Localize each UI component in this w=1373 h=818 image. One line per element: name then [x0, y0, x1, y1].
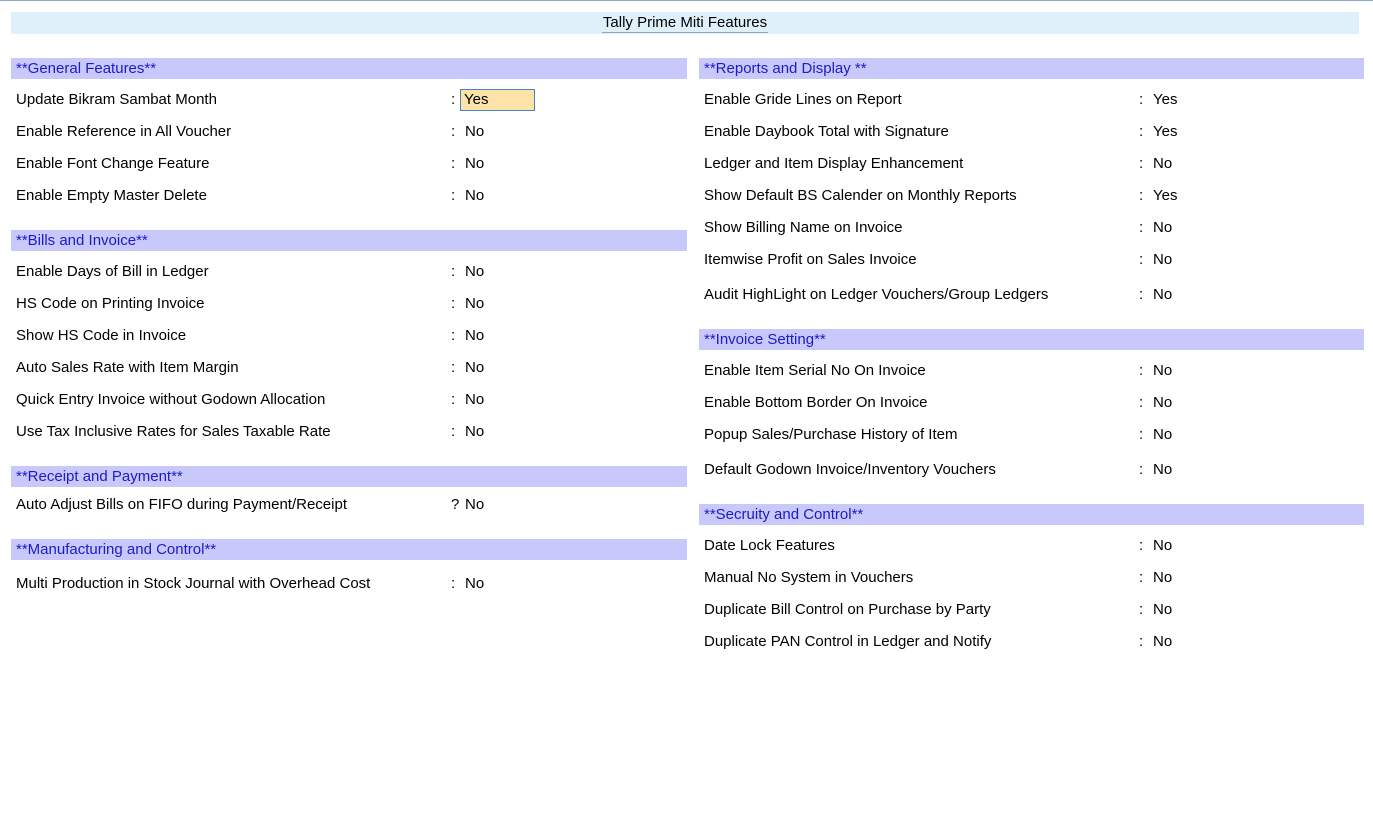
setting-label: Quick Entry Invoice without Godown Allocation: [16, 391, 326, 408]
setting-label: Date Lock Features: [704, 537, 835, 554]
setting-row-show-billing-name-on-invoice[interactable]: [704, 218, 1364, 238]
setting-separator: :: [451, 123, 456, 140]
setting-row-enable-gride-lines-on-report[interactable]: [704, 90, 1364, 110]
setting-row-enable-empty-master-delete[interactable]: [16, 186, 687, 206]
setting-value-field[interactable]: Yes: [1153, 123, 1178, 140]
setting-label: Enable Item Serial No On Invoice: [704, 362, 926, 379]
setting-row-date-lock-features[interactable]: [704, 536, 1364, 556]
setting-label: Default Godown Invoice/Inventory Vouchers: [704, 461, 996, 478]
setting-value-field[interactable]: No: [465, 263, 485, 280]
setting-label: HS Code on Printing Invoice: [16, 295, 205, 312]
setting-label: Itemwise Profit on Sales Invoice: [704, 251, 917, 268]
setting-separator: :: [1139, 461, 1144, 478]
section-header-manufacturing-and-control: **Manufacturing and Control**: [11, 539, 687, 560]
page-title-wrap: [11, 14, 1359, 31]
setting-row-default-godown-invoice-inventory-vouchers[interactable]: [704, 460, 1364, 480]
setting-label: Enable Font Change Feature: [16, 155, 210, 172]
setting-separator: :: [451, 155, 456, 172]
setting-label: Show Default BS Calender on Monthly Reports: [704, 187, 1017, 204]
setting-separator: :: [1139, 569, 1144, 586]
setting-value-field[interactable]: No: [1153, 219, 1173, 236]
setting-value-field[interactable]: No: [465, 575, 485, 592]
setting-label: Enable Bottom Border On Invoice: [704, 394, 928, 411]
setting-row-duplicate-bill-control-on-purchase-by-party[interactable]: [704, 600, 1364, 620]
setting-label: Auto Sales Rate with Item Margin: [16, 359, 239, 376]
setting-row-enable-font-change-feature[interactable]: [16, 154, 687, 174]
setting-separator: :: [451, 575, 456, 592]
setting-label: Enable Gride Lines on Report: [704, 91, 902, 108]
setting-separator: :: [451, 295, 456, 312]
setting-separator: :: [1139, 91, 1144, 108]
setting-value-field[interactable]: No: [465, 155, 485, 172]
setting-row-enable-daybook-total-with-signature[interactable]: [704, 122, 1364, 142]
setting-separator: :: [451, 187, 456, 204]
setting-label: Audit HighLight on Ledger Vouchers/Group Ledgers: [704, 286, 1049, 303]
setting-row-enable-bottom-border-on-invoice[interactable]: [704, 393, 1364, 413]
setting-row-enable-days-of-bill-in-ledger[interactable]: [16, 262, 687, 282]
setting-separator: :: [451, 423, 456, 440]
setting-separator: :: [1139, 286, 1144, 303]
setting-row-itemwise-profit-on-sales-invoice[interactable]: [704, 250, 1364, 270]
active-setting-value-field[interactable]: Yes: [460, 89, 535, 111]
setting-value-field[interactable]: Yes: [1153, 91, 1178, 108]
setting-row-hs-code-on-printing-invoice[interactable]: [16, 294, 687, 314]
setting-row-ledger-and-item-display-enhancement[interactable]: [704, 154, 1364, 174]
setting-row-manual-no-system-in-vouchers[interactable]: [704, 568, 1364, 588]
setting-separator: :: [451, 359, 456, 376]
setting-separator: :: [451, 391, 456, 408]
setting-row-multi-production-in-stock-journal-with-overhead-cost[interactable]: [16, 574, 687, 594]
setting-row-popup-sales-purchase-history-of-item[interactable]: [704, 425, 1364, 445]
setting-label: Show Billing Name on Invoice: [704, 219, 903, 236]
setting-separator: :: [1139, 537, 1144, 554]
setting-row-use-tax-inclusive-rates-for-sales-taxable-rate[interactable]: [16, 422, 687, 442]
setting-label: Enable Empty Master Delete: [16, 187, 207, 204]
setting-separator: :: [1139, 601, 1144, 618]
setting-value-field[interactable]: No: [1153, 251, 1173, 268]
setting-label: Enable Daybook Total with Signature: [704, 123, 949, 140]
setting-separator: :: [1139, 155, 1144, 172]
setting-label: Use Tax Inclusive Rates for Sales Taxable Rate: [16, 423, 331, 440]
setting-label: Multi Production in Stock Journal with Overhead Cost: [16, 575, 371, 592]
setting-separator: :: [451, 327, 456, 344]
window-top-border: [0, 0, 1373, 1]
setting-separator: :: [451, 91, 456, 108]
setting-value-field[interactable]: Yes: [1153, 187, 1178, 204]
setting-value-field[interactable]: No: [1153, 286, 1173, 303]
setting-row-show-default-bs-calender-on-monthly-reports[interactable]: [704, 186, 1364, 206]
section-header-reports-and-display: **Reports and Display **: [699, 58, 1364, 79]
setting-value-field[interactable]: No: [465, 496, 485, 513]
setting-label: Duplicate Bill Control on Purchase by Party: [704, 601, 991, 618]
setting-row-audit-highlight-on-ledger-vouchers-group-ledgers[interactable]: [704, 285, 1364, 305]
setting-value-field[interactable]: No: [465, 359, 485, 376]
setting-value-field[interactable]: No: [1153, 362, 1173, 379]
section-header-bills-and-invoice: **Bills and Invoice**: [11, 230, 687, 251]
setting-row-quick-entry-invoice-without-godown-allocation[interactable]: [16, 390, 687, 410]
setting-row-enable-reference-in-all-voucher[interactable]: [16, 122, 687, 142]
section-header-secruity-and-control: **Secruity and Control**: [699, 504, 1364, 525]
setting-value-field[interactable]: No: [465, 423, 485, 440]
setting-value-field[interactable]: No: [1153, 537, 1173, 554]
setting-label: Manual No System in Vouchers: [704, 569, 914, 586]
setting-value-field[interactable]: No: [465, 295, 485, 312]
setting-row-update-bikram-sambat-month[interactable]: [16, 90, 687, 110]
setting-label: Enable Reference in All Voucher: [16, 123, 232, 140]
setting-label: Show HS Code in Invoice: [16, 327, 187, 344]
section-header-receipt-and-payment: **Receipt and Payment**: [11, 466, 687, 487]
setting-separator: ?: [451, 496, 460, 513]
setting-row-auto-adjust-bills-on-fifo-during-payment-receipt[interactable]: [16, 495, 687, 515]
setting-separator: :: [1139, 251, 1144, 268]
setting-separator: :: [1139, 123, 1144, 140]
section-header-general-features: **General Features**: [11, 58, 687, 79]
setting-row-auto-sales-rate-with-item-margin[interactable]: [16, 358, 687, 378]
setting-value-field[interactable]: No: [1153, 155, 1173, 172]
setting-separator: :: [1139, 187, 1144, 204]
setting-separator: :: [1139, 362, 1144, 379]
setting-separator: :: [451, 263, 456, 280]
setting-value-field[interactable]: No: [1153, 601, 1173, 618]
setting-label: Popup Sales/Purchase History of Item: [704, 426, 958, 443]
setting-row-enable-item-serial-no-on-invoice[interactable]: [704, 361, 1364, 381]
setting-separator: :: [1139, 633, 1144, 650]
setting-separator: :: [1139, 219, 1144, 236]
setting-value-field[interactable]: No: [1153, 426, 1173, 443]
setting-value-field[interactable]: No: [1153, 461, 1173, 478]
setting-row-duplicate-pan-control-in-ledger-and-notify[interactable]: [704, 632, 1364, 652]
setting-label: Enable Days of Bill in Ledger: [16, 263, 209, 280]
section-header-invoice-setting: **Invoice Setting**: [699, 329, 1364, 350]
setting-label: Auto Adjust Bills on FIFO during Payment/Receipt: [16, 496, 347, 513]
setting-value-field[interactable]: No: [465, 391, 485, 408]
setting-value-field[interactable]: No: [1153, 394, 1173, 411]
setting-row-show-hs-code-in-invoice[interactable]: [16, 326, 687, 346]
title-bar: [11, 12, 1359, 34]
page-title: Tally Prime Miti Features: [602, 14, 768, 31]
setting-value-field[interactable]: No: [465, 327, 485, 344]
setting-value-field[interactable]: No: [465, 187, 485, 204]
setting-label: Duplicate PAN Control in Ledger and Notify: [704, 633, 992, 650]
setting-separator: :: [1139, 394, 1144, 411]
setting-value-field[interactable]: No: [1153, 569, 1173, 586]
setting-value-field[interactable]: No: [465, 123, 485, 140]
setting-label: Ledger and Item Display Enhancement: [704, 155, 964, 172]
setting-value-field[interactable]: No: [1153, 633, 1173, 650]
setting-label: Update Bikram Sambat Month: [16, 91, 217, 108]
setting-separator: :: [1139, 426, 1144, 443]
